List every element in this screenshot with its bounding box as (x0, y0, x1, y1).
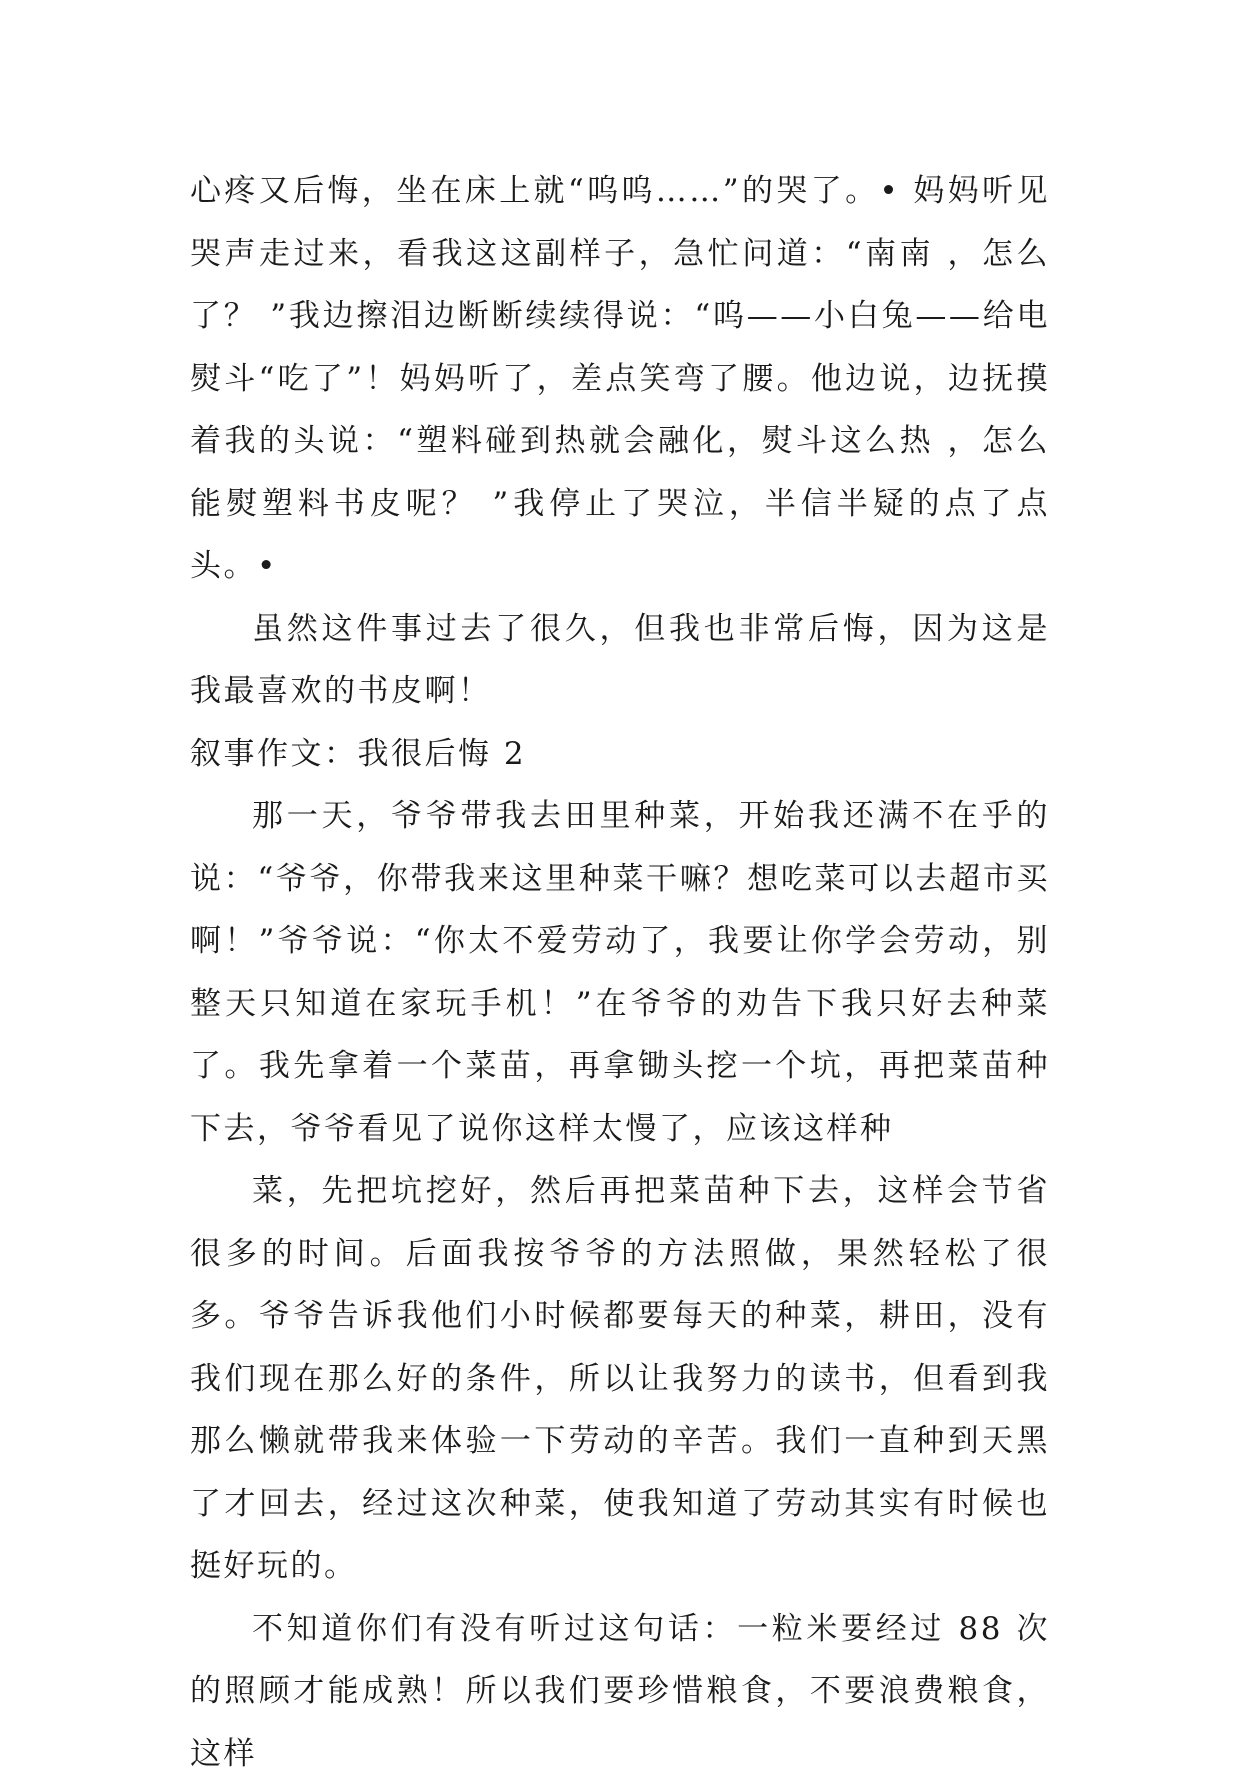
paragraph-4: 菜，先把坑挖好，然后再把菜苗种下去，这样会节省很多的时间。后面我按爷爷的方法照做，果然轻松了很多。爷爷告诉我他们小时候都要每天的种菜，耕田，没有我们现在那么好的条件，所以让我努力的读书，但看到我那么懒就带我来体验一下劳动的辛苦。我们一直种到天黑了才回去，经过这次种菜，使我知道了劳动其实有时候也挺好玩的。 (190, 1160, 1050, 1598)
section-heading: 叙事作文：我很后悔 2 (190, 723, 1050, 786)
paragraph-3: 那一天，爷爷带我去田里种菜，开始我还满不在乎的说：“爷爷，你带我来这里种菜干嘛？想吃菜可以去超市买啊！”爷爷说：“你太不爱劳动了，我要让你学会劳动，别整天只知道在家玩手机！”在爷爷的劝告下我只好去种菜了。我先拿着一个菜苗，再拿锄头挖一个坑，再把菜苗种下去，爷爷看见了说你这样太慢了，应该这样种 (190, 785, 1050, 1160)
paragraph-1: 心疼又后悔，坐在床上就“呜呜……”的哭了。• 妈妈听见哭声走过来，看我这这副样子，急忙问道：“南南 ，怎么了？ ”我边擦泪边断断续续得说：“呜——小白兔——给电熨斗“吃了”！妈妈听了，差点笑弯了腰。他边说，边抚摸着我的头说：“塑料碰到热就会融化，熨斗这么热 ，怎么能熨塑料书皮呢？ ”我停止了哭泣，半信半疑的点了点头。• (190, 160, 1050, 598)
paragraph-2: 虽然这件事过去了很久，但我也非常后悔，因为这是我最喜欢的书皮啊！ (190, 598, 1050, 723)
paragraph-5: 不知道你们有没有听过这句话：一粒米要经过 88 次的照顾才能成熟！所以我们要珍惜粮食，不要浪费粮食，这样 (190, 1598, 1050, 1785)
document-body (190, 160, 1050, 1785)
